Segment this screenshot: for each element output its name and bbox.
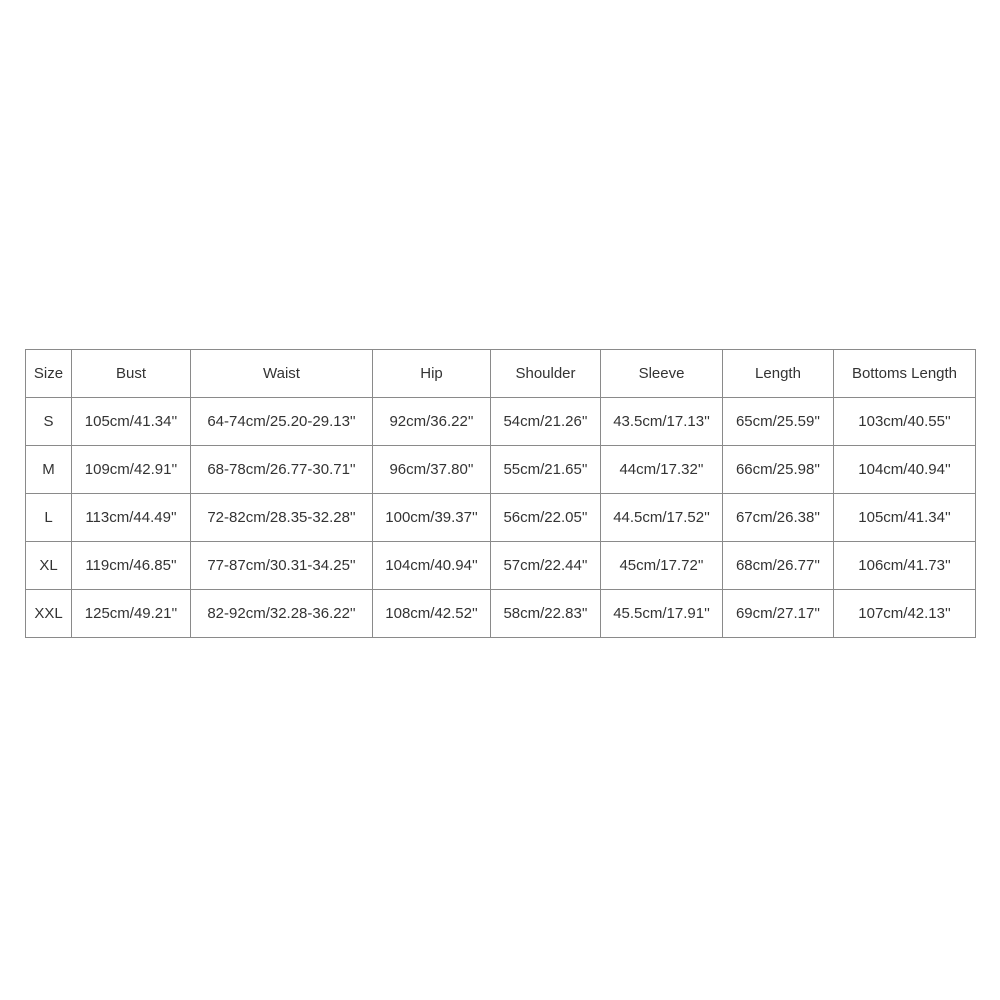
cell-size: L	[26, 494, 72, 542]
cell-sleeve: 44.5cm/17.52''	[601, 494, 723, 542]
cell-waist: 64-74cm/25.20-29.13''	[191, 398, 373, 446]
header-hip: Hip	[373, 350, 491, 398]
table-row	[26, 446, 976, 494]
header-size: Size	[26, 350, 72, 398]
cell-hip: 92cm/36.22''	[373, 398, 491, 446]
cell-hip: 104cm/40.94''	[373, 542, 491, 590]
cell-bust: 109cm/42.91''	[72, 446, 191, 494]
cell-length: 67cm/26.38''	[723, 494, 834, 542]
cell-bottoms-length: 103cm/40.55''	[834, 398, 976, 446]
table-row	[26, 590, 976, 638]
cell-hip: 100cm/39.37''	[373, 494, 491, 542]
header-bust: Bust	[72, 350, 191, 398]
header-length: Length	[723, 350, 834, 398]
cell-sleeve: 44cm/17.32''	[601, 446, 723, 494]
cell-shoulder: 57cm/22.44''	[491, 542, 601, 590]
cell-shoulder: 58cm/22.83''	[491, 590, 601, 638]
cell-waist: 77-87cm/30.31-34.25''	[191, 542, 373, 590]
cell-shoulder: 55cm/21.65''	[491, 446, 601, 494]
cell-sleeve: 45cm/17.72''	[601, 542, 723, 590]
cell-size: S	[26, 398, 72, 446]
cell-length: 65cm/25.59''	[723, 398, 834, 446]
cell-waist: 82-92cm/32.28-36.22''	[191, 590, 373, 638]
cell-bust: 113cm/44.49''	[72, 494, 191, 542]
header-bottoms-length: Bottoms Length	[834, 350, 976, 398]
cell-size: XL	[26, 542, 72, 590]
cell-sleeve: 43.5cm/17.13''	[601, 398, 723, 446]
header-shoulder: Shoulder	[491, 350, 601, 398]
header-row	[26, 350, 976, 398]
header-sleeve: Sleeve	[601, 350, 723, 398]
cell-waist: 68-78cm/26.77-30.71''	[191, 446, 373, 494]
cell-hip: 96cm/37.80''	[373, 446, 491, 494]
cell-length: 69cm/27.17''	[723, 590, 834, 638]
cell-bust: 119cm/46.85''	[72, 542, 191, 590]
size-chart-table	[25, 349, 976, 638]
cell-waist: 72-82cm/28.35-32.28''	[191, 494, 373, 542]
cell-bust: 125cm/49.21''	[72, 590, 191, 638]
table-row	[26, 398, 976, 446]
cell-length: 68cm/26.77''	[723, 542, 834, 590]
cell-bust: 105cm/41.34''	[72, 398, 191, 446]
cell-size: M	[26, 446, 72, 494]
header-waist: Waist	[191, 350, 373, 398]
cell-bottoms-length: 106cm/41.73''	[834, 542, 976, 590]
table-row	[26, 494, 976, 542]
cell-hip: 108cm/42.52''	[373, 590, 491, 638]
cell-bottoms-length: 105cm/41.34''	[834, 494, 976, 542]
table-row	[26, 542, 976, 590]
cell-size: XXL	[26, 590, 72, 638]
cell-length: 66cm/25.98''	[723, 446, 834, 494]
cell-bottoms-length: 107cm/42.13''	[834, 590, 976, 638]
cell-shoulder: 54cm/21.26''	[491, 398, 601, 446]
cell-bottoms-length: 104cm/40.94''	[834, 446, 976, 494]
cell-sleeve: 45.5cm/17.91''	[601, 590, 723, 638]
cell-shoulder: 56cm/22.05''	[491, 494, 601, 542]
